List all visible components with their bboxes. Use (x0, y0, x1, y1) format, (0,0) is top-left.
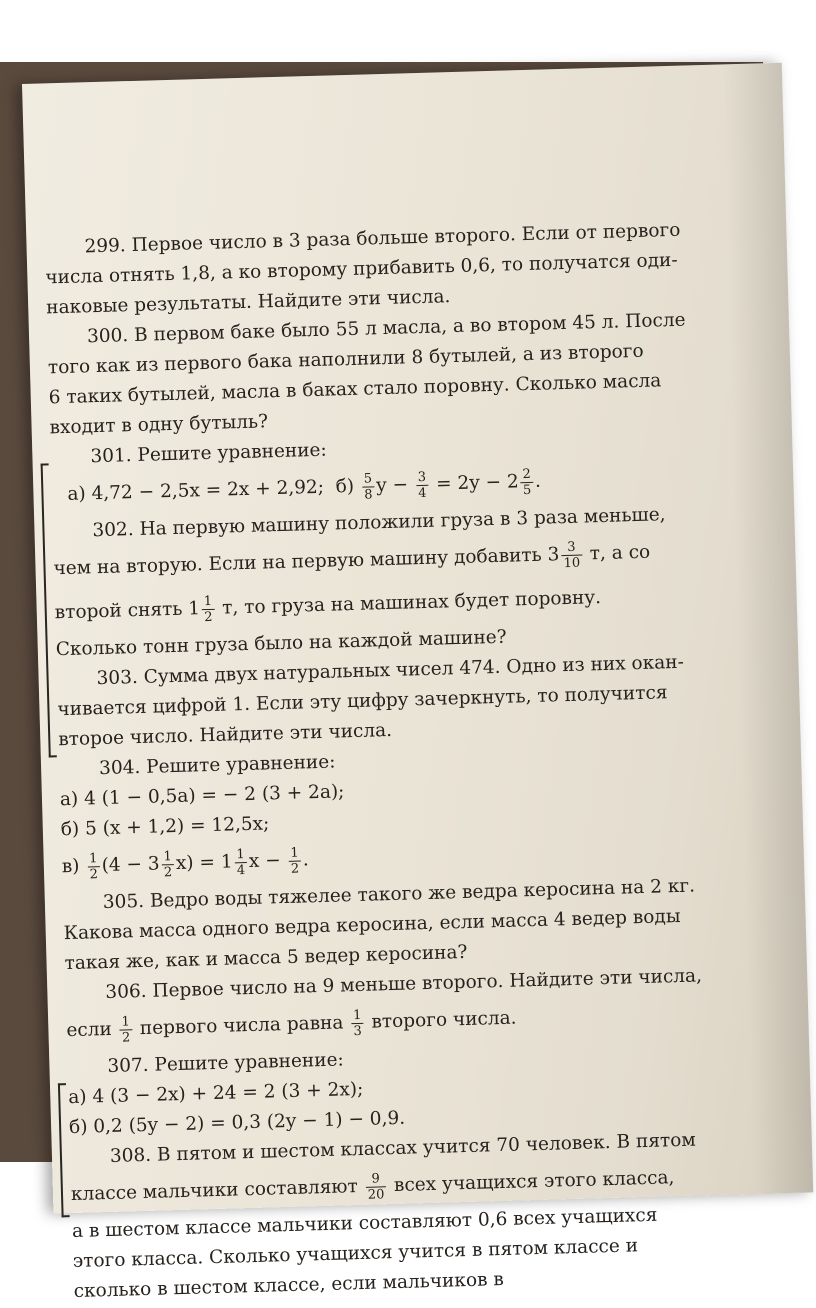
numerator: 5 (362, 471, 375, 487)
p308-line-3: а в шестом классе мальчики составляют 0,6 всех учащихся (71, 1204, 658, 1243)
p305-line-3: такая же, как и масса 5 ведер керосина? (64, 941, 468, 975)
p301-a-label: а) (67, 483, 87, 505)
p306-line-2c: второго числа. (371, 1007, 517, 1033)
p305-line-2: Какова масса одного ведра керосина, если масса 4 ведер воды (63, 905, 681, 945)
p301-b-end: . (534, 470, 542, 492)
numerator: 3 (416, 469, 429, 485)
numerator: 1 (288, 845, 301, 861)
fraction (202, 593, 215, 624)
fraction (351, 1007, 364, 1038)
fraction (161, 849, 174, 880)
p302-line-4: Сколько тонн груза было на каждой машине? (55, 626, 507, 661)
p304-title: 304. Решите уравнение: (98, 751, 336, 780)
p301-b-label: б) (335, 475, 355, 498)
p304-c-t1: (4 − 3 (101, 853, 160, 877)
p303-line-2: чивается цифрой 1. Если эту цифру зачеркнуть, то получится (57, 682, 668, 721)
p300-line-4: входит в одну бутыль? (49, 411, 269, 439)
p306-line-2a: если (66, 1018, 113, 1042)
numerator: 9 (365, 1171, 386, 1188)
numerator: 1 (161, 849, 174, 865)
p301-b-mid: = 2y − 2 (435, 471, 520, 495)
denominator: 2 (121, 1029, 131, 1046)
p299-line-2: числа отнять 1,8, а ко второму прибавить 0,6, то получатся оди- (45, 249, 678, 289)
textbook-page (22, 63, 813, 1303)
p300-line-1: 300. В первом баке было 55 л масла, а во втором 45 л. После (86, 309, 686, 348)
p304-b: б) 5 (x + 1,2) = 12,5x; (60, 813, 270, 841)
numerator: 1 (351, 1007, 364, 1023)
p308-line-2a: классе мальчики составляют (70, 1176, 358, 1206)
p304-c-t4: . (302, 849, 310, 871)
denominator: 2 (290, 861, 300, 877)
p300-line-2: того как из первого бака наполнили 8 бутылей, а из второго (47, 340, 644, 379)
p308-line-5: сколько в шестом классе, если мальчиков в (73, 1269, 505, 1303)
p307-title: 307. Решите уравнение: (107, 1049, 345, 1077)
p302-line-3b: т, то груза на машинах будет поровну. (221, 587, 602, 619)
denominator: 2 (163, 864, 173, 880)
denominator: 4 (236, 862, 246, 878)
fraction (362, 471, 375, 502)
p305-line-1: 305. Ведро воды тяжелее такого же ведра керосина на 2 кг. (102, 875, 696, 914)
p306-line-1: 306. Первое число на 9 меньше второго. Найдите эти числа, (105, 965, 703, 1004)
p301-b-y: y − (375, 474, 409, 497)
numerator: 3 (561, 539, 582, 556)
denominator: 2 (89, 866, 99, 882)
p303-line-1: 303. Сумма двух натуральных чисел 474. Одно из них окан- (96, 651, 685, 690)
denominator: 2 (204, 609, 213, 625)
numerator: 1 (87, 851, 100, 867)
p300-line-3: 6 таких бутылей, масла в баках стало поровну. Сколько масла (48, 370, 662, 409)
numerator: 1 (202, 593, 215, 609)
numerator: 2 (520, 466, 533, 482)
p301-title: 301. Решите уравнение: (90, 439, 327, 468)
fraction (365, 1171, 386, 1203)
p303-line-3: второе число. Найдите эти числа. (58, 719, 393, 751)
p299-line-3: наковые результаты. Найдите эти числа. (45, 286, 451, 319)
fraction (416, 469, 429, 500)
p304-a: а) 4 (1 − 0,5a) = − 2 (3 + 2a); (59, 781, 345, 811)
p308-line-4: этого класса. Сколько учащихся учится в пятом классе и (72, 1235, 639, 1273)
p308-line-1: 308. В пятом и шестом классах учится 70 человек. В пятом (109, 1129, 697, 1167)
numerator: 1 (234, 847, 247, 863)
p299-line-1: 299. Первое число в 3 раза больше второго. Если от первого (84, 219, 681, 258)
denominator: 20 (367, 1186, 385, 1203)
fraction (561, 539, 582, 571)
p304-c-label: в) (61, 855, 80, 878)
fraction (288, 845, 301, 876)
denominator: 3 (353, 1023, 363, 1039)
p302-line-2a: чем на вторую. Если на первую машину добавить 3 (53, 544, 560, 580)
numerator: 1 (119, 1014, 132, 1030)
p302-line-3a: второй снять 1 (54, 598, 201, 624)
p304-c-t3: x − (248, 850, 281, 872)
denominator: 4 (418, 485, 427, 501)
fraction (119, 1014, 132, 1045)
photo-background (0, 62, 763, 1303)
fraction (520, 466, 533, 497)
p302-line-2b: т, а со (589, 541, 651, 565)
fraction (87, 851, 100, 882)
denominator: 8 (364, 486, 373, 503)
p304-c-t2: x) = 1 (175, 851, 233, 875)
p301-a-eq: 4,72 − 2,5x = 2x + 2,92; (91, 476, 325, 505)
p308-line-2b: всех учащихся этого класса, (393, 1167, 675, 1197)
denominator: 10 (563, 555, 581, 571)
p302-line-1: 302. На первую машину положили груза в 3 раза меньше, (92, 504, 666, 542)
page-text (44, 214, 764, 1307)
p306-line-2b: первого числа равна (139, 1012, 344, 1040)
denominator: 5 (522, 482, 532, 498)
p307-a: а) 4 (3 − 2x) + 24 = 2 (3 + 2x); (68, 1078, 364, 1109)
p307-b: б) 0,2 (5y − 2) = 0,3 (2y − 1) − 0,9. (68, 1107, 406, 1139)
fraction (234, 847, 247, 878)
